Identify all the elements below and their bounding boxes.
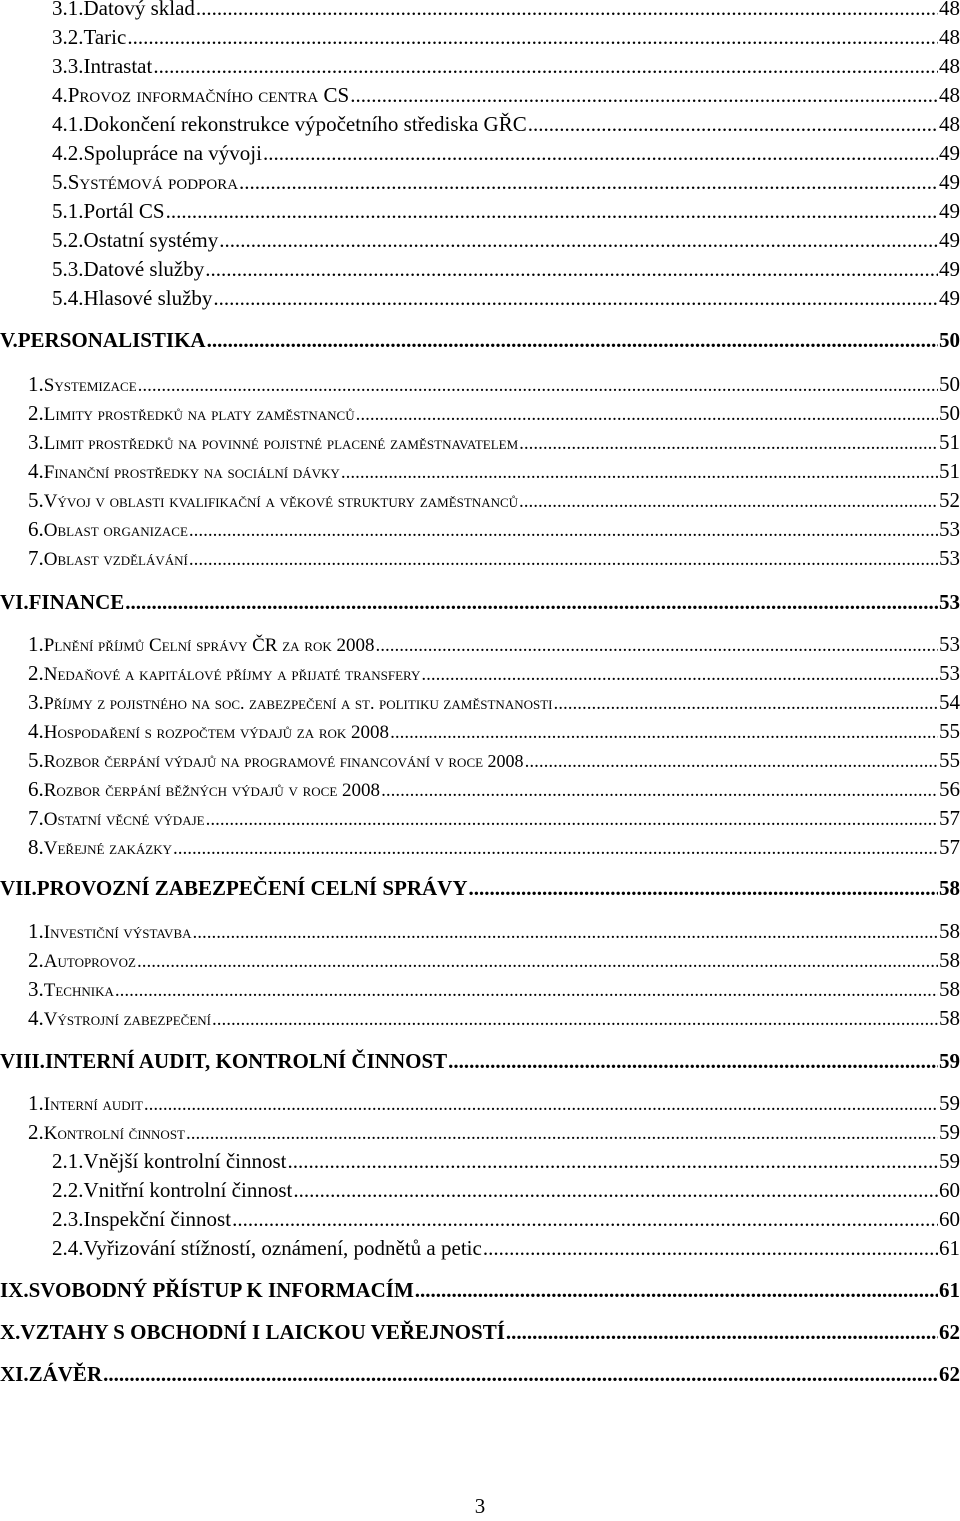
- toc-title: Kontrolní činnost: [43, 1123, 185, 1144]
- toc-leader: [263, 141, 938, 166]
- toc-entry[interactable]: [52, 1207, 960, 1237]
- toc-number: 4.: [28, 1006, 44, 1030]
- toc-entry[interactable]: [28, 1006, 960, 1036]
- toc-leader: [219, 228, 938, 253]
- toc-number: 1.: [28, 632, 44, 656]
- toc-number: 7.: [28, 806, 44, 830]
- toc-number: 3.: [28, 977, 44, 1001]
- toc-title: Dokončení rekonstrukce výpočetního střediska GŘC: [83, 112, 527, 136]
- toc-entry[interactable]: [28, 632, 960, 662]
- toc-title: Datové služby: [83, 257, 205, 281]
- toc-leader: [103, 1362, 938, 1387]
- toc-page: 58: [939, 948, 960, 972]
- toc-number: 1.: [28, 372, 44, 396]
- toc-title: Limity prostředků na platy zaměstnanců: [43, 404, 355, 425]
- toc-leader: [469, 876, 939, 901]
- toc-entry[interactable]: [52, 0, 960, 26]
- toc-title: Oblast organizace: [43, 520, 188, 541]
- toc-page: 49: [939, 141, 960, 165]
- toc-leader: [213, 286, 938, 311]
- toc-entry[interactable]: [28, 517, 960, 547]
- toc-page: 52: [939, 488, 960, 512]
- toc-leader: [144, 1094, 938, 1116]
- toc-page: 50: [939, 372, 960, 396]
- toc-page: 55: [939, 719, 960, 743]
- toc-leader: [137, 951, 938, 973]
- toc-page: 53: [939, 590, 960, 614]
- toc-page: 49: [939, 286, 960, 310]
- toc-leader: [356, 404, 938, 426]
- toc-page: 49: [939, 170, 960, 194]
- toc-entry[interactable]: [28, 748, 960, 778]
- toc-title: INTERNÍ AUDIT, KONTROLNÍ ČINNOST: [44, 1049, 448, 1073]
- toc-page: 48: [939, 112, 960, 136]
- toc-title: PERSONALISTIKA: [17, 328, 206, 352]
- toc-number: VIII.: [0, 1049, 45, 1073]
- toc-title: Veřejné zakázky: [43, 838, 172, 859]
- toc-number: V.: [0, 328, 18, 352]
- toc-title: PROVOZNÍ ZABEZPEČENÍ CELNÍ SPRÁVY: [36, 876, 468, 900]
- toc-number: 5.: [52, 170, 68, 194]
- toc-number: 4.2.: [52, 141, 84, 165]
- toc-leader: [288, 1149, 939, 1174]
- toc-leader: [421, 664, 938, 686]
- toc-page: 48: [939, 25, 960, 49]
- toc-page: 56: [939, 777, 960, 801]
- toc-number: 2.4.: [52, 1236, 84, 1260]
- toc-entry[interactable]: [28, 1120, 960, 1150]
- toc-page: 59: [939, 1120, 960, 1144]
- toc-entry[interactable]: [52, 1149, 960, 1179]
- toc-number: 5.1.: [52, 199, 84, 223]
- toc-entry[interactable]: [28, 919, 960, 949]
- toc-leader: [196, 0, 938, 21]
- toc-title: Vyřizování stížností, oznámení, podnětů a petic: [83, 1236, 482, 1260]
- toc-leader: [448, 1049, 938, 1074]
- toc-page: 61: [939, 1236, 960, 1260]
- toc-leader: [186, 1123, 938, 1145]
- toc-leader: [207, 328, 938, 353]
- toc-title: Autoprovoz: [43, 951, 136, 972]
- toc-number: 3.2.: [52, 25, 84, 49]
- toc-page: 51: [939, 459, 960, 483]
- toc-title: Portál CS: [83, 199, 165, 223]
- toc-number: 1.: [28, 1091, 44, 1115]
- toc-entry[interactable]: [28, 690, 960, 720]
- toc-leader: [232, 1207, 938, 1232]
- toc-title: Taric: [83, 25, 127, 49]
- toc-title: Rozbor čerpání výdajů na programové financování v roce 2008: [43, 751, 524, 771]
- toc-page: 53: [939, 661, 960, 685]
- toc-page: 58: [939, 876, 960, 900]
- toc-title: Ostatní věcné výdaje: [43, 809, 205, 830]
- toc-entry[interactable]: [28, 948, 960, 978]
- toc-leader: [189, 549, 938, 571]
- toc-number: 2.: [28, 948, 44, 972]
- toc-leader: [293, 1178, 938, 1203]
- toc-chapter[interactable]: [0, 1278, 960, 1308]
- toc-title: Investiční výstavba: [43, 922, 192, 943]
- toc-leader: [506, 1320, 938, 1345]
- toc-page: 59: [939, 1149, 960, 1173]
- toc-page: 53: [939, 546, 960, 570]
- toc-entry[interactable]: [28, 661, 960, 691]
- toc-title: Výstrojní zabezpečení: [43, 1009, 211, 1030]
- toc-number: 4.: [28, 719, 44, 743]
- toc-entry[interactable]: [52, 199, 960, 229]
- toc-page: 53: [939, 632, 960, 656]
- toc-page: 62: [939, 1362, 960, 1386]
- toc-entry[interactable]: [28, 459, 960, 489]
- toc-entry[interactable]: [28, 430, 960, 460]
- toc-title: FINANCE: [28, 590, 125, 614]
- toc-leader: [519, 433, 938, 455]
- toc-leader: [483, 1236, 938, 1261]
- toc-entry[interactable]: [52, 1236, 960, 1266]
- toc-leader: [205, 257, 938, 282]
- toc-page: 53: [939, 517, 960, 541]
- toc-page: 57: [939, 835, 960, 859]
- toc-number: XI.: [0, 1362, 29, 1386]
- toc-page: 49: [939, 228, 960, 252]
- toc-title: SVOBODNÝ PŘÍSTUP K INFORMACÍM: [28, 1278, 414, 1302]
- toc-number: 3.: [28, 690, 44, 714]
- toc-page: 48: [939, 83, 960, 107]
- toc-number: 3.3.: [52, 54, 84, 78]
- toc-number: 1.: [28, 919, 44, 943]
- toc-number: X.: [0, 1320, 21, 1344]
- toc-leader: [390, 722, 938, 744]
- toc-entry[interactable]: [52, 1178, 960, 1208]
- toc-leader: [115, 980, 938, 1002]
- toc-page: 50: [939, 401, 960, 425]
- toc-title: Limit prostředků na povinné pojistné placené zaměstnavatelem: [43, 433, 519, 454]
- toc-page: 55: [939, 748, 960, 772]
- toc-entry[interactable]: [52, 83, 960, 113]
- toc-page: 60: [939, 1178, 960, 1202]
- toc-leader: [415, 1278, 938, 1303]
- toc-leader: [553, 693, 938, 715]
- toc-chapter[interactable]: [0, 590, 960, 620]
- toc-title: Vývoj v oblasti kvalifikační a věkové struktury zaměstnanců: [43, 491, 519, 512]
- toc-title: ZÁVĚR: [28, 1362, 103, 1386]
- toc-page: 49: [939, 257, 960, 281]
- toc-number: 6.: [28, 777, 44, 801]
- toc-title: Hlasové služby: [83, 286, 213, 310]
- toc-number: 5.2.: [52, 228, 84, 252]
- toc-number: 7.: [28, 546, 44, 570]
- toc-title: Plnění příjmů Celní správy ČR za rok 2008: [43, 635, 375, 656]
- toc-number: 2.2.: [52, 1178, 84, 1202]
- toc-leader: [381, 780, 938, 802]
- toc-title: Inspekční činnost: [83, 1207, 232, 1231]
- toc-page: 51: [939, 430, 960, 454]
- toc-leader: [525, 751, 938, 773]
- toc-chapter[interactable]: [0, 1320, 960, 1350]
- toc-page: 58: [939, 977, 960, 1001]
- toc-leader: [189, 520, 938, 542]
- toc-number: IX.: [0, 1278, 29, 1302]
- toc-leader: [166, 199, 938, 224]
- toc-number: 6.: [28, 517, 44, 541]
- toc-entry[interactable]: [28, 372, 960, 402]
- toc-title: Technika: [43, 980, 114, 1001]
- toc-entry[interactable]: [52, 25, 960, 55]
- toc-number: 5.: [28, 488, 44, 512]
- toc-entry[interactable]: [28, 977, 960, 1007]
- toc-number: 3.: [28, 430, 44, 454]
- toc-leader: [239, 170, 938, 195]
- toc-title: Finanční prostředky na sociální dávky: [43, 462, 340, 483]
- toc-number: 3.1.: [52, 0, 84, 20]
- toc-leader: [127, 25, 938, 50]
- toc-entry[interactable]: [28, 777, 960, 807]
- toc-title: Systemizace: [43, 375, 137, 396]
- toc-title: Provoz informačního centra CS: [67, 83, 350, 107]
- toc-title: Systémová podpora: [67, 170, 239, 194]
- toc-leader: [153, 54, 938, 79]
- toc-leader: [173, 838, 938, 860]
- toc-leader: [341, 462, 938, 484]
- toc-number: VII.: [0, 876, 37, 900]
- toc-title: Datový sklad: [83, 0, 195, 20]
- toc-chapter[interactable]: [0, 1362, 960, 1392]
- toc-title: Rozbor čerpání běžných výdajů v roce 2008: [43, 780, 381, 801]
- toc-entry[interactable]: [52, 141, 960, 171]
- toc-number: 4.: [28, 459, 44, 483]
- toc-leader: [350, 83, 938, 108]
- toc-number: VI.: [0, 590, 29, 614]
- toc-chapter[interactable]: [0, 876, 960, 906]
- toc-number: 2.: [28, 401, 44, 425]
- toc-title: Vnější kontrolní činnost: [83, 1149, 287, 1173]
- toc-entry[interactable]: [28, 1091, 960, 1121]
- toc-page: 57: [939, 806, 960, 830]
- toc-leader: [212, 1009, 938, 1031]
- toc-entry[interactable]: [52, 257, 960, 287]
- toc-number: 5.3.: [52, 257, 84, 281]
- toc-page: 58: [939, 919, 960, 943]
- toc-entry[interactable]: [28, 488, 960, 518]
- toc-number: 8.: [28, 835, 44, 859]
- toc-title: VZTAHY S OBCHODNÍ I LAICKOU VEŘEJNOSTÍ: [20, 1320, 505, 1344]
- toc-title: Oblast vzdělávání: [43, 549, 188, 570]
- toc-leader: [193, 922, 939, 944]
- toc-page: 49: [939, 199, 960, 223]
- toc-page: 58: [939, 1006, 960, 1030]
- toc-leader: [528, 112, 938, 137]
- toc-page: 50: [939, 328, 960, 352]
- toc-page: 54: [939, 690, 960, 714]
- toc-number: 5.4.: [52, 286, 84, 310]
- toc-page: 48: [939, 0, 960, 20]
- toc-entry[interactable]: [28, 719, 960, 749]
- toc-leader: [125, 590, 938, 615]
- page-number: 3: [474, 1494, 486, 1518]
- toc-title: Nedaňové a kapitálové příjmy a přijaté transfery: [43, 664, 421, 685]
- toc-page: 60: [939, 1207, 960, 1231]
- toc-title: Spolupráce na vývoji: [83, 141, 262, 165]
- toc-leader: [375, 635, 938, 657]
- toc-page: 62: [939, 1320, 960, 1344]
- toc-entry[interactable]: [28, 546, 960, 576]
- toc-entry[interactable]: [52, 170, 960, 200]
- toc-leader: [206, 809, 938, 831]
- toc-number: 2.3.: [52, 1207, 84, 1231]
- toc-leader: [519, 491, 938, 513]
- toc-title: Vnitřní kontrolní činnost: [83, 1178, 293, 1202]
- toc-entry[interactable]: [28, 835, 960, 865]
- toc-number: 5.: [28, 748, 44, 772]
- toc-leader: [138, 375, 938, 397]
- toc-entry[interactable]: [52, 54, 960, 84]
- toc-entry[interactable]: [52, 112, 960, 142]
- toc-page: 61: [939, 1278, 960, 1302]
- toc-number: 4.: [52, 83, 68, 107]
- toc-number: 2.: [28, 661, 44, 685]
- toc-number: 4.1.: [52, 112, 84, 136]
- toc-entry[interactable]: [52, 286, 960, 316]
- toc-number: 2.: [28, 1120, 44, 1144]
- toc-title: Interní audit: [43, 1094, 143, 1115]
- toc-number: 2.1.: [52, 1149, 84, 1173]
- toc-chapter[interactable]: [0, 1049, 960, 1079]
- toc-entry[interactable]: [52, 228, 960, 258]
- toc-entry[interactable]: [28, 401, 960, 431]
- toc-title: Ostatní systémy: [83, 228, 219, 252]
- toc-entry[interactable]: [28, 806, 960, 836]
- toc-page: 48: [939, 54, 960, 78]
- toc-title: Hospodaření s rozpočtem výdajů za rok 2008: [43, 722, 390, 743]
- toc-page: 59: [939, 1049, 960, 1073]
- toc-chapter[interactable]: [0, 328, 960, 358]
- toc-title: Intrastat: [83, 54, 153, 78]
- toc-page: 59: [939, 1091, 960, 1115]
- toc-title: Příjmy z pojistného na soc. zabezpečení a st. politiku zaměstnanosti: [43, 693, 553, 713]
